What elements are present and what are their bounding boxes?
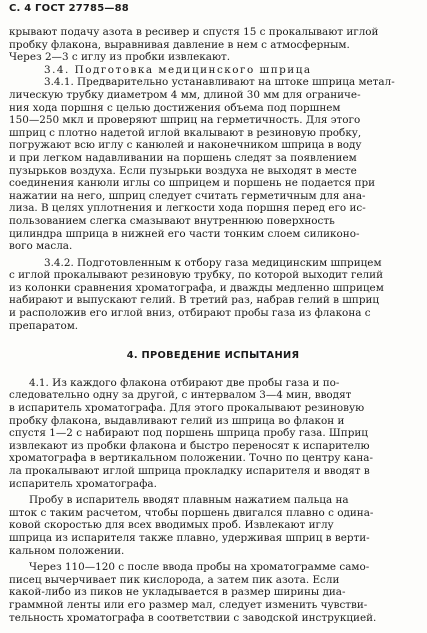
text-line: шприца из испарителя также плавно, удерживая шприц в верти- <box>9 531 370 544</box>
text-line: ния хода поршня с целью достижения объема под поршнем <box>9 101 341 114</box>
text-line: какой-либо из пиков не укладывается в размер ширины диа- <box>9 586 346 599</box>
text-line: извлекают из пробки флакона и быстро переносят к испарителю <box>9 439 370 452</box>
text-line: крывают подачу азота в ресивер и спустя 15 с прокалывают иглой <box>9 26 379 38</box>
text-line: из колонки сравнения хроматографа, и дважды медленно шприцем <box>9 281 384 294</box>
text-line: шток с таким расчетом, чтобы поршень двигался плавно с одина- <box>9 506 374 519</box>
text-line: Пробу в испаритель вводят плавным нажатием пальца на <box>29 494 349 507</box>
paragraph-3-4-2 <box>9 257 417 333</box>
paragraph-4-1 <box>9 377 417 490</box>
text-line: пользованием слегка смазывают внутреннюю поверхность <box>9 214 335 227</box>
text-line: писец вычерчивает пик кислорода, а затем пик азота. Если <box>9 573 340 586</box>
text-line: соединения канюли иглы со шприцем и поршень не подается при <box>9 177 376 190</box>
paragraph-4-1-c <box>9 561 417 624</box>
section-4-title: 4. ПРОВЕДЕНИЕ ИСПЫТАНИЯ <box>126 350 300 362</box>
page-header: С. 4 ГОСТ 27785—88 <box>9 3 129 14</box>
text-line: испаритель хроматографа. <box>9 477 157 490</box>
text-line: граммной ленты или его размер мал, следует изменить чувстви- <box>9 598 368 611</box>
text-line: с иглой прокалывают резиновую трубку, по которой выходит гелий <box>9 269 384 282</box>
text-line: пузырьков воздуха. Если пузырьки воздуха не выходят в месте <box>9 164 357 177</box>
spacer <box>9 363 417 377</box>
text-line: цилиндра шприца в нижней его части тонким слоем силиконо- <box>9 227 360 240</box>
paragraph-4-1-b <box>9 494 417 557</box>
paragraph-3-4-1 <box>9 76 417 252</box>
text-line: Через 110—120 с после ввода пробы на хроматограмме само- <box>29 561 370 574</box>
text-line: 150—250 мкл и проверяют шприц на герметичность. Для этого <box>9 114 361 127</box>
text-line: лиза. В целях уплотнения и легкости хода поршня перед его ис- <box>9 202 366 215</box>
text-line: 3.4.2. Подготовленным к отбору газа медицинским шприцем <box>44 256 382 269</box>
text-line: набирают и выпускают гелий. В третий раз, набрав гелий в шприц <box>9 294 380 307</box>
text-line: погружают всю иглу с канюлей и наконечником шприца в воду <box>9 139 362 152</box>
paragraph-top <box>9 26 417 64</box>
text-line: 4.1. Из каждого флакона отбирают две пробы газа и по- <box>29 376 340 389</box>
text-line: пробку флакона, выдавливают гелий из шприца во флакон и <box>9 414 345 427</box>
text-line: вого масла. <box>9 240 73 253</box>
text-line: в испаритель хроматографа. Для этого прокалывают резиновую <box>9 402 365 415</box>
text-line: и при легком надавливании на поршень следят за появлением <box>9 151 357 164</box>
text-line: 3.4.1. Предварительно устанавливают на штоке шприца метал- <box>44 76 395 89</box>
text-line: нажатии на него, шприц следует считать герметичным для ана- <box>9 189 366 202</box>
text-line: следовательно одну за другой, с интервалом 3—4 мин, вводят <box>9 389 352 402</box>
text-line: препаратом. <box>9 319 79 332</box>
text-line: и расположив его иглой вниз, отбирают пробы газа из флакона с <box>9 307 371 320</box>
text-line: спустя 1—2 с набирают под поршень шприца пробу газа. Шприц <box>9 427 368 440</box>
text-line: пробку флакона, выравнивая давление в нем с атмосферным. <box>9 38 350 51</box>
text-line: хроматографа в вертикальном положении. Точно по центру кана- <box>9 452 374 465</box>
subsection-3-4-title: 3.4. Подготовка медицинского шприца <box>44 63 312 76</box>
text-line: тельность хроматографа в соответствии с заводской инструкцией. <box>9 611 377 624</box>
text-line: ла прокалывают иглой шприца прокладку испарителя и вводят в <box>9 465 370 477</box>
text-line: лическую трубку диаметром 4 мм, длиной 30 мм для ограниче- <box>9 88 361 101</box>
text-line: ковой скоростью для всех вводимых проб. Извлекают иглу <box>9 519 334 532</box>
text-line: Через 2—3 с иглу из пробки извлекают. <box>9 51 231 64</box>
text-line: шприц с плотно надетой иглой вкалывают в резиновую пробку, <box>9 126 362 139</box>
text-line: кальном положении. <box>9 544 125 557</box>
document-body <box>9 26 417 624</box>
spacer <box>9 332 417 350</box>
